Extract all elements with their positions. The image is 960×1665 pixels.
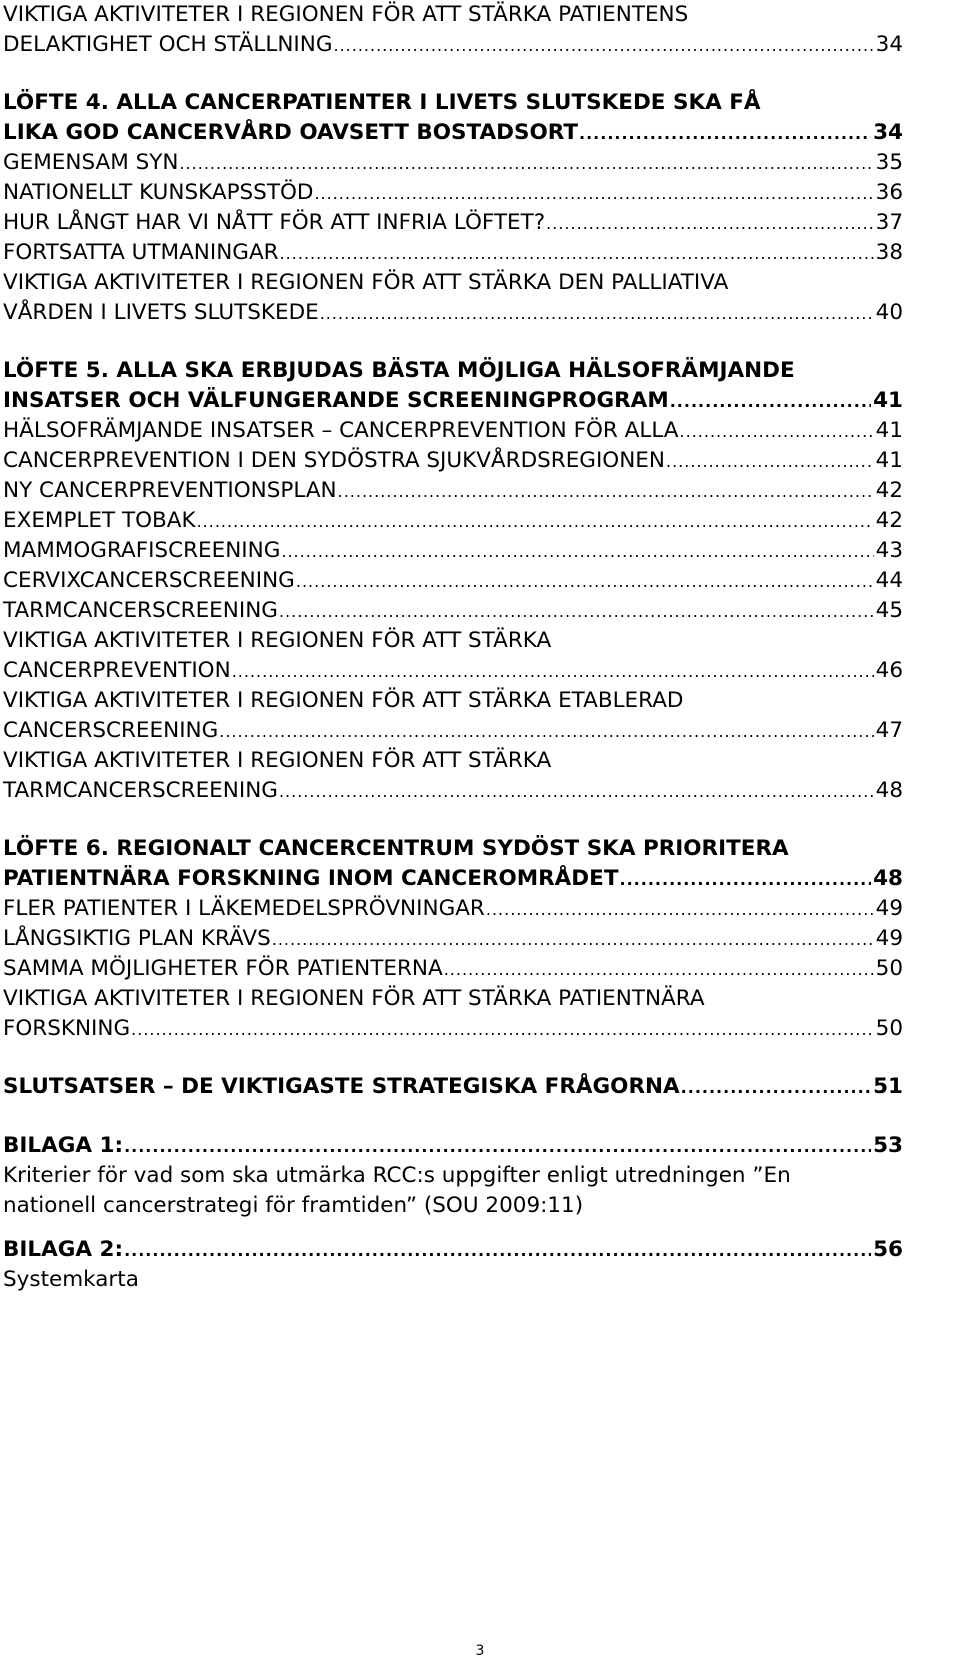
table-of-contents xyxy=(3,0,903,1295)
toc-leader-dots xyxy=(219,717,873,746)
toc-leader-dots xyxy=(197,507,874,536)
toc-page-number: 44 xyxy=(875,568,903,593)
toc-entry[interactable] xyxy=(3,446,903,476)
toc-entry-label: HUR LÅNGT HAR VI NÅTT FÖR ATT INFRIA LÖFTET? xyxy=(3,210,546,235)
toc-entry[interactable] xyxy=(3,506,903,536)
toc-leader-dots xyxy=(320,299,874,328)
toc-appendix-label: BILAGA 1: xyxy=(3,1133,124,1158)
toc-entry-label: FORSKNING xyxy=(3,1016,131,1041)
toc-entry-label: NATIONELLT KUNSKAPSSTÖD xyxy=(3,180,314,205)
toc-page-number: 34 xyxy=(875,32,903,57)
toc-entry-text: VIKTIGA AKTIVITETER I REGIONEN FÖR ATT STÄRKA DEN PALLIATIVA xyxy=(3,270,729,295)
toc-entry[interactable] xyxy=(3,1014,903,1044)
toc-entry-label: DELAKTIGHET OCH STÄLLNING xyxy=(3,32,333,57)
toc-leader-dots xyxy=(620,865,872,894)
toc-entry-label: FORTSATTA UTMANINGAR xyxy=(3,240,279,265)
toc-entry-text: VIKTIGA AKTIVITETER I REGIONEN FÖR ATT STÄRKA xyxy=(3,628,552,653)
toc-entry[interactable] xyxy=(3,208,903,238)
toc-leader-dots xyxy=(131,1015,873,1044)
toc-entry[interactable] xyxy=(3,416,903,446)
toc-entry[interactable] xyxy=(3,716,903,746)
toc-page-number: 49 xyxy=(875,926,903,951)
toc-page-number: 56 xyxy=(873,1237,903,1262)
toc-page-number: 35 xyxy=(875,150,903,175)
toc-appendix-description: Systemkarta xyxy=(3,1267,139,1292)
toc-entry-label: TARMCANCERSCREENING xyxy=(3,778,278,803)
toc-page-number: 50 xyxy=(875,956,903,981)
toc-entry-label: CANCERSCREENING xyxy=(3,718,219,743)
toc-page-number: 40 xyxy=(875,300,903,325)
toc-leader-dots xyxy=(670,387,871,416)
toc-leader-dots xyxy=(338,477,874,506)
toc-leader-dots xyxy=(124,1132,871,1161)
toc-appendix[interactable] xyxy=(3,1235,903,1265)
toc-page-number: 46 xyxy=(875,658,903,683)
toc-entry-text: VIKTIGA AKTIVITETER I REGIONEN FÖR ATT STÄRKA ETABLERAD xyxy=(3,688,684,713)
toc-page-number: 47 xyxy=(875,718,903,743)
toc-entry[interactable] xyxy=(3,776,903,806)
toc-entry[interactable] xyxy=(3,566,903,596)
toc-leader-dots xyxy=(179,149,873,178)
toc-page-number: 34 xyxy=(873,120,903,145)
toc-leader-dots xyxy=(280,239,874,268)
toc-page-number: 45 xyxy=(875,598,903,623)
toc-leader-dots xyxy=(579,119,871,148)
toc-leader-dots xyxy=(546,209,873,238)
toc-leader-dots xyxy=(680,417,874,446)
toc-entry[interactable] xyxy=(3,30,903,60)
toc-entry-text: VIKTIGA AKTIVITETER I REGIONEN FÖR ATT STÄRKA PATIENTNÄRA xyxy=(3,986,705,1011)
toc-heading-text: LÖFTE 5. ALLA SKA ERBJUDAS BÄSTA MÖJLIGA HÄLSOFRÄMJANDE xyxy=(3,358,795,383)
toc-entry-label: HÄLSOFRÄMJANDE INSATSER – CANCERPREVENTION FÖR ALLA xyxy=(3,418,679,443)
toc-heading[interactable] xyxy=(3,1072,903,1102)
toc-page-number: 51 xyxy=(873,1074,903,1099)
toc-leader-dots xyxy=(272,925,874,954)
toc-entry-label: TARMCANCERSCREENING xyxy=(3,598,278,623)
toc-heading[interactable] xyxy=(3,118,903,148)
toc-entry[interactable] xyxy=(3,954,903,984)
toc-page-number: 41 xyxy=(875,418,903,443)
toc-page-number: 50 xyxy=(875,1016,903,1041)
toc-heading-text: LÖFTE 6. REGIONALT CANCERCENTRUM SYDÖST SKA PRIORITERA xyxy=(3,836,789,861)
toc-page-number: 43 xyxy=(875,538,903,563)
toc-entry-text: VIKTIGA AKTIVITETER I REGIONEN FÖR ATT STÄRKA xyxy=(3,748,552,773)
toc-heading-label: SLUTSATSER – DE VIKTIGASTE STRATEGISKA FRÅGORNA xyxy=(3,1074,680,1099)
toc-entry-label: GEMENSAM SYN xyxy=(3,150,179,175)
toc-entry[interactable] xyxy=(3,894,903,924)
page-number: 3 xyxy=(475,1643,485,1659)
toc-entry-label: SAMMA MÖJLIGHETER FÖR PATIENTERNA xyxy=(3,956,443,981)
toc-entry-text: VIKTIGA AKTIVITETER I REGIONEN FÖR ATT STÄRKA PATIENTENS xyxy=(3,2,689,27)
toc-entry-label: MAMMOGRAFISCREENING xyxy=(3,538,281,563)
toc-appendix[interactable] xyxy=(3,1131,903,1161)
toc-heading-text: LÖFTE 4. ALLA CANCERPATIENTER I LIVETS SLUTSKEDE SKA FÅ xyxy=(3,90,761,115)
toc-page-number: 38 xyxy=(875,240,903,265)
toc-heading[interactable] xyxy=(3,864,903,894)
toc-page-number: 42 xyxy=(875,508,903,533)
toc-entry[interactable] xyxy=(3,924,903,954)
toc-entry[interactable] xyxy=(3,178,903,208)
toc-leader-dots xyxy=(279,777,874,806)
toc-leader-dots xyxy=(333,31,873,60)
toc-heading-label: PATIENTNÄRA FORSKNING INOM CANCEROMRÅDET xyxy=(3,866,619,891)
toc-entry[interactable] xyxy=(3,148,903,178)
toc-entry-label: CERVIXCANCERSCREENING xyxy=(3,568,295,593)
toc-entry-label: EXEMPLET TOBAK xyxy=(3,508,196,533)
toc-entry-label: VÅRDEN I LIVETS SLUTSKEDE xyxy=(3,300,319,325)
toc-leader-dots xyxy=(314,179,873,208)
toc-page-number: 49 xyxy=(875,896,903,921)
toc-entry[interactable] xyxy=(3,536,903,566)
toc-page-number: 41 xyxy=(875,448,903,473)
toc-page-number: 36 xyxy=(875,180,903,205)
toc-entry-label: CANCERPREVENTION I DEN SYDÖSTRA SJUKVÅRDSREGIONEN xyxy=(3,448,665,473)
toc-leader-dots xyxy=(444,955,874,984)
toc-entry-label: CANCERPREVENTION xyxy=(3,658,231,683)
toc-leader-dots xyxy=(296,567,874,596)
toc-heading-label: INSATSER OCH VÄLFUNGERANDE SCREENINGPROGRAM xyxy=(3,388,669,413)
toc-appendix-description: nationell cancerstrategi för framtiden” (SOU 2009:11) xyxy=(3,1193,584,1218)
toc-entry[interactable] xyxy=(3,476,903,506)
toc-entry[interactable] xyxy=(3,298,903,328)
toc-page-number: 41 xyxy=(873,388,903,413)
toc-heading[interactable] xyxy=(3,386,903,416)
toc-leader-dots xyxy=(281,537,873,566)
toc-page-number: 48 xyxy=(875,778,903,803)
toc-entry-label: FLER PATIENTER I LÄKEMEDELSPRÖVNINGAR xyxy=(3,896,485,921)
toc-page-number: 53 xyxy=(873,1133,903,1158)
toc-appendix-description: Kriterier för vad som ska utmärka RCC:s uppgifter enligt utredningen ”En xyxy=(3,1163,791,1188)
toc-page-number: 42 xyxy=(875,478,903,503)
toc-leader-dots xyxy=(486,895,874,924)
toc-entry[interactable] xyxy=(3,656,903,686)
toc-leader-dots xyxy=(124,1236,871,1265)
toc-entry[interactable] xyxy=(3,596,903,626)
toc-appendix-label: BILAGA 2: xyxy=(3,1237,124,1262)
toc-leader-dots xyxy=(681,1073,871,1102)
toc-leader-dots xyxy=(666,447,874,476)
toc-entry[interactable] xyxy=(3,238,903,268)
toc-heading-label: LIKA GOD CANCERVÅRD OAVSETT BOSTADSORT xyxy=(3,120,578,145)
toc-page-number: 48 xyxy=(873,866,903,891)
toc-entry-label: NY CANCERPREVENTIONSPLAN xyxy=(3,478,337,503)
toc-leader-dots xyxy=(232,657,874,686)
toc-page-number: 37 xyxy=(875,210,903,235)
toc-leader-dots xyxy=(279,597,874,626)
toc-entry-label: LÅNGSIKTIG PLAN KRÄVS xyxy=(3,926,271,951)
